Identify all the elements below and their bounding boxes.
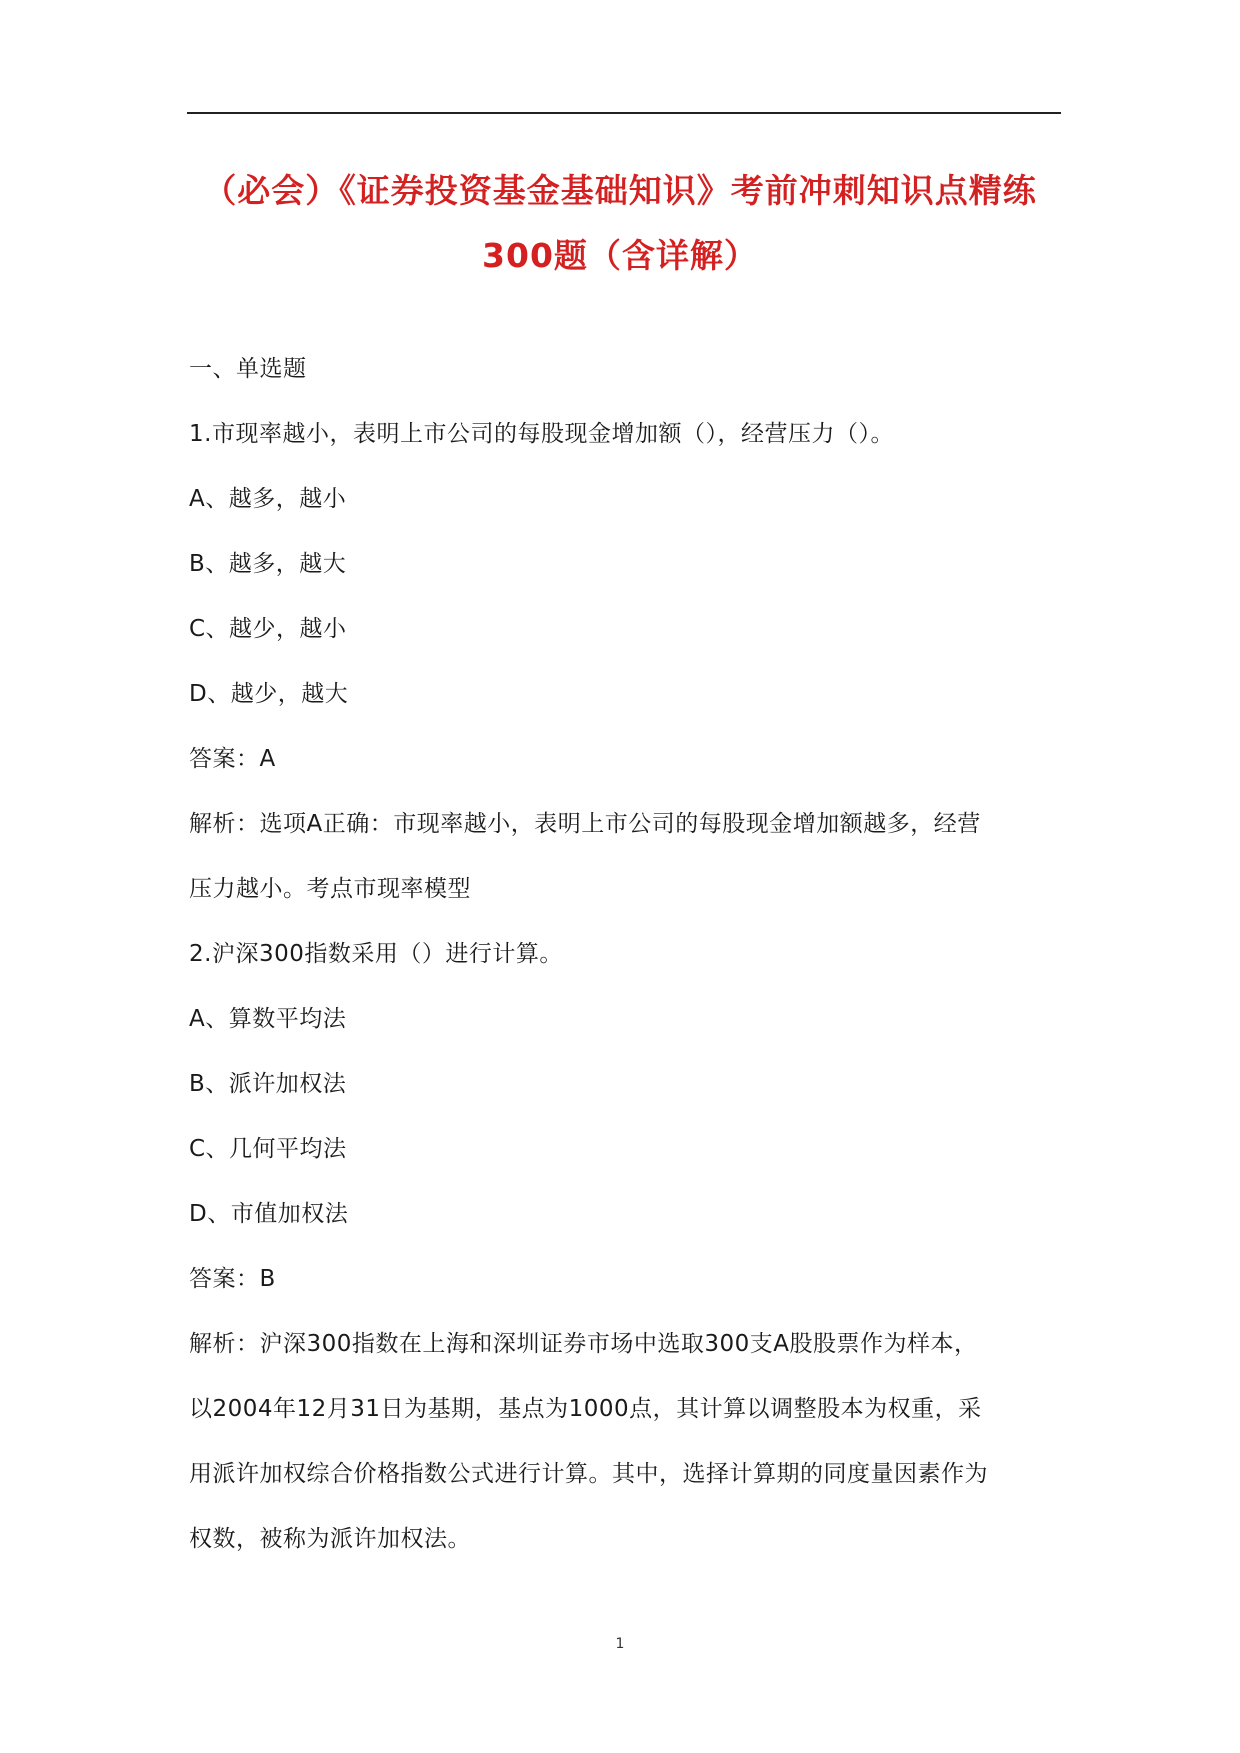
question-2-explanation-line-3: 用派许加权综合价格指数公式进行计算。其中，选择计算期的同度量因素作为 [189,1461,988,1487]
document-title-line-2: 300题（含详解） [482,236,758,275]
question-2-option-b: B、派许加权法 [189,1071,347,1097]
section-heading: 一、单选题 [189,356,307,382]
page-number: 1 [615,1636,625,1652]
question-2-explanation-line-4: 权数，被称为派许加权法。 [189,1526,471,1552]
question-2-option-d: D、市值加权法 [189,1201,349,1227]
question-1-explanation-line-2: 压力越小。考点市现率模型 [189,876,471,902]
header-rule [187,112,1061,114]
question-1-option-c: C、越少，越小 [189,616,347,642]
question-1-explanation-line-1: 解析：选项A正确：市现率越小，表明上市公司的每股现金增加额越多，经营 [189,811,981,837]
question-1-option-a: A、越多，越小 [189,486,347,512]
question-2-option-c: C、几何平均法 [189,1136,347,1162]
question-1-option-d: D、越少，越大 [189,681,349,707]
question-2-text: 2.沪深300指数采用（）进行计算。 [189,941,563,967]
question-2-explanation-line-2: 以2004年12月31日为基期，基点为1000点，其计算以调整股本为权重，采 [189,1396,982,1422]
question-2-explanation-line-1: 解析：沪深300指数在上海和深圳证券市场中选取300支A股股票作为样本， [189,1331,978,1357]
document-title-line-1: （必会）《证券投资基金基础知识》考前冲刺知识点精练 [203,171,1037,210]
question-2-answer: 答案：B [189,1266,276,1292]
question-1-option-b: B、越多，越大 [189,551,347,577]
question-2-option-a: A、算数平均法 [189,1006,347,1032]
question-1-answer: 答案：A [189,746,276,772]
question-1-text: 1.市现率越小，表明上市公司的每股现金增加额（），经营压力（）。 [189,421,894,447]
